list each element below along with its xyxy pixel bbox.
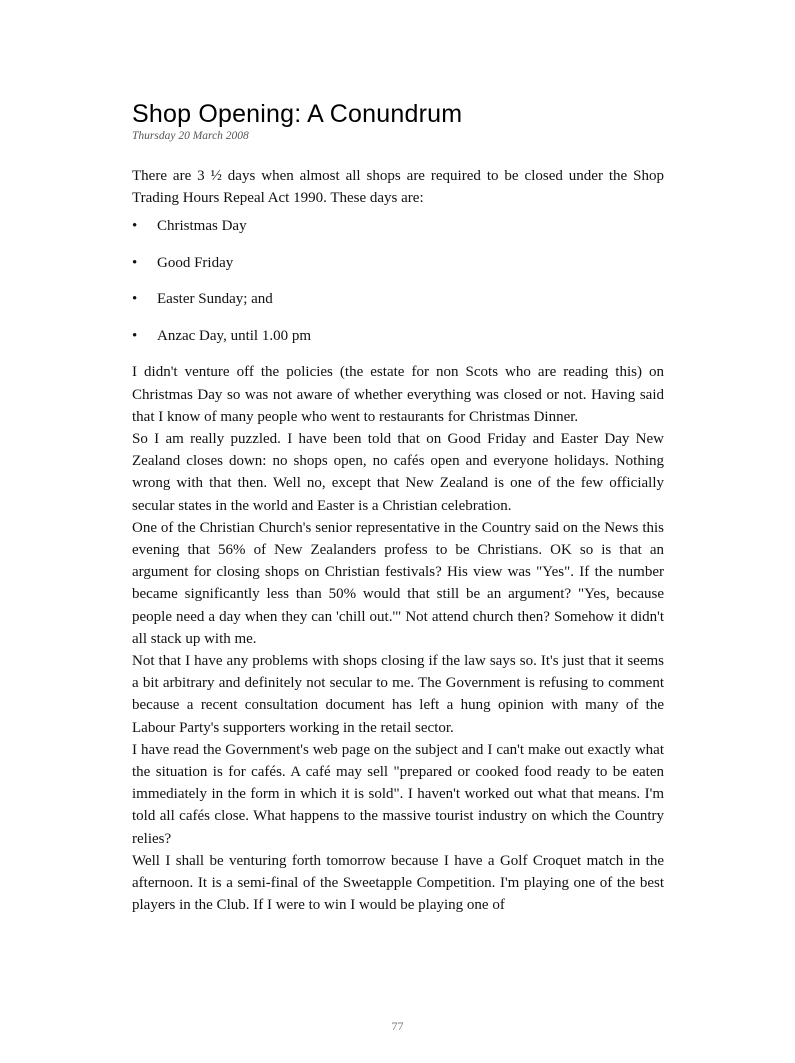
body-paragraph: I have read the Government's web page on the subject and I can't make out exactly what the situation is for cafés. A café may sell "prepared or cooked food ready to be eaten immediately in the form in which it is sold". I haven't worked out what that means. I'm told all cafés close. What happens to the massive tourist industry on which the Country relies? bbox=[132, 741, 664, 847]
article-date: Thursday 20 March 2008 bbox=[132, 130, 249, 142]
list-item-text: Easter Sunday; and bbox=[157, 291, 273, 308]
article bbox=[132, 98, 664, 916]
body-paragraph: I didn't venture off the policies (the estate for non Scots who are reading this) on Christmas Day so was not aware of whether everything was closed or not. Having said that I know of many people who went to restaurants for Christmas Dinner. bbox=[132, 364, 664, 425]
page-number: 77 bbox=[391, 1019, 404, 1033]
article-body bbox=[132, 361, 664, 916]
list-item bbox=[132, 325, 664, 347]
list-item-text: Christmas Day bbox=[157, 218, 247, 235]
list-item bbox=[132, 288, 664, 310]
article-title: Shop Opening: A Conundrum bbox=[132, 100, 463, 128]
list-item-text: Anzac Day, until 1.00 pm bbox=[157, 327, 311, 344]
list-item bbox=[132, 215, 664, 237]
intro-paragraph: There are 3 ½ days when almost all shops are required to be closed under the Shop Trading Hours Repeal Act 1990. These days are: bbox=[132, 168, 664, 207]
list-item bbox=[132, 252, 664, 274]
closed-days-list bbox=[132, 215, 664, 347]
bullet-icon: • bbox=[132, 291, 138, 308]
body-paragraph: Well I shall be venturing forth tomorrow because I have a Golf Croquet match in the afternoon. It is a semi-final of the Sweetapple Competition. I'm playing one of the best players in the Club. If I were to win I would be playing one of bbox=[132, 852, 664, 914]
body-paragraph: Not that I have any problems with shops closing if the law says so. It's just that it seems a bit arbitrary and definitely not secular to me. The Government is refusing to comment because a recent consultation document has left a hung opinion with many of the Labour Party's supporters working in the retail sector. bbox=[132, 653, 664, 736]
bullet-icon: • bbox=[132, 327, 138, 344]
list-item-text: Good Friday bbox=[157, 254, 234, 271]
bullet-icon: • bbox=[132, 218, 138, 235]
bullet-icon: • bbox=[132, 254, 138, 271]
body-paragraph: One of the Christian Church's senior representative in the Country said on the News this evening that 56% of New Zealanders profess to be Christians. OK so is that an argument for closing shops on Christian festivals? His view was "Yes". If the number became significantly less than 50% would that still be an argument? "Yes, because people need a day when they can 'chill out.'" Not attend church then? Somehow it didn't all stack up with me. bbox=[132, 519, 664, 647]
body-paragraph: So I am really puzzled. I have been told that on Good Friday and Easter Day New Zealand closes down: no shops open, no cafés open and everyone holidays. Nothing wrong with that then. Well no, except that New Zealand is one of the few officially secular states in the world and Easter is a Christian celebration. bbox=[132, 431, 664, 514]
